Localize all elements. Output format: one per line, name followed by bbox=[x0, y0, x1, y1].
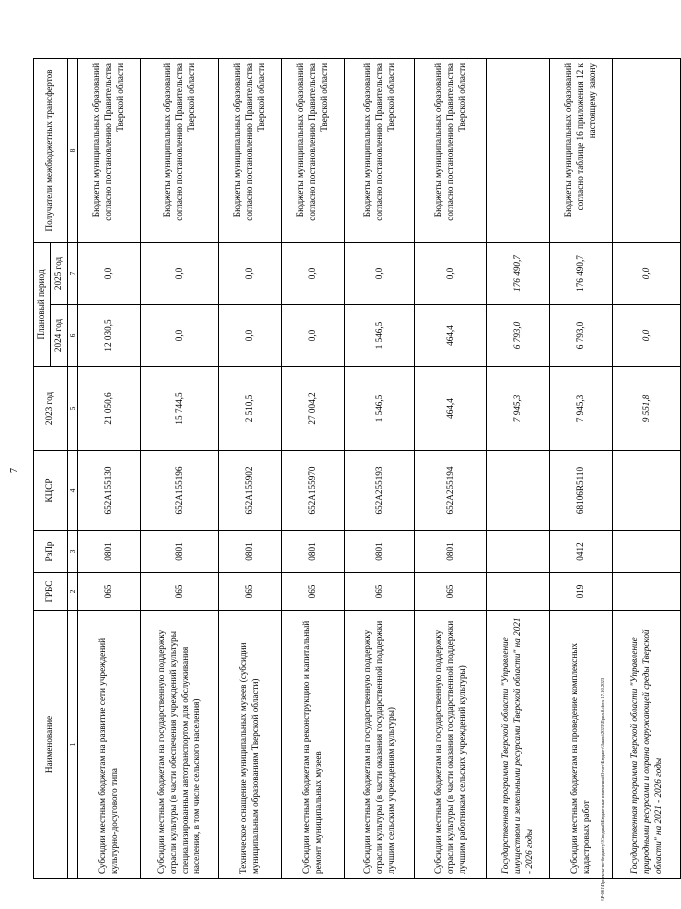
cell-kcsr: 652A155130 bbox=[78, 451, 141, 531]
cell-recipient: Бюджеты муниципальных образований согласно постановлению Правительства Тверской области bbox=[219, 58, 282, 242]
cell-2024: 1 546,5 bbox=[345, 305, 415, 367]
cell-rzpr bbox=[487, 531, 550, 573]
header-row bbox=[34, 58, 51, 878]
cell-name: Субсидии местным бюджетам на государственную поддержку отрасли культуры (в части оказания государственной поддержки лучшим сельским учреждениям культуры) bbox=[345, 611, 415, 879]
table-row bbox=[345, 58, 415, 878]
cell-2023: 9 551,8 bbox=[613, 367, 681, 451]
cell-2025: 0,0 bbox=[415, 242, 487, 304]
header-2024: 2024 год bbox=[50, 305, 67, 367]
header-2025: 2025 год bbox=[50, 242, 67, 304]
cell-kcsr: 652A255193 bbox=[345, 451, 415, 531]
cell-2025: 176 490,7 bbox=[487, 242, 550, 304]
cell-2023: 27 004,2 bbox=[282, 367, 345, 451]
cell-grbs bbox=[613, 573, 681, 611]
table-row bbox=[613, 58, 681, 878]
cell-kcsr bbox=[613, 451, 681, 531]
cell-grbs bbox=[487, 573, 550, 611]
cell-name: Субсидии местным бюджетам на развитие сети учреждений культурно-досугового типа bbox=[78, 611, 141, 879]
cell-name: Субсидии местным бюджетам на государственную поддержку отрасли культуры (в части оказания государственной поддержки лучшим работникам сельских учреждений культуры) bbox=[415, 611, 487, 879]
cell-kcsr: 652A155196 bbox=[141, 451, 219, 531]
cell-kcsr: 652A155902 bbox=[219, 451, 282, 531]
table-row bbox=[487, 58, 550, 878]
cell-rzpr: 0801 bbox=[345, 531, 415, 573]
header-kcsr: КЦСР bbox=[34, 451, 68, 531]
cell-2024: 0,0 bbox=[219, 305, 282, 367]
cell-name: Государственная программа Тверской области "Управление природными ресурсами и охрана окружающей среды Тверской области" на 2021 - 2026 годы bbox=[613, 611, 681, 879]
column-number: 8 bbox=[67, 58, 78, 242]
cell-2024: 464,4 bbox=[415, 305, 487, 367]
cell-2024: 6 793,0 bbox=[487, 305, 550, 367]
cell-grbs: 019 bbox=[550, 573, 613, 611]
cell-grbs: 065 bbox=[219, 573, 282, 611]
column-number-row bbox=[67, 58, 78, 878]
cell-recipient bbox=[487, 58, 550, 242]
column-number: 2 bbox=[67, 573, 78, 611]
header-grbs: ГРБС bbox=[34, 573, 68, 611]
cell-2023: 464,4 bbox=[415, 367, 487, 451]
cell-2025: 0,0 bbox=[78, 242, 141, 304]
cell-2023: 7 945,3 bbox=[487, 367, 550, 451]
table-row bbox=[415, 58, 487, 878]
table-row bbox=[78, 58, 141, 878]
column-number: 6 bbox=[67, 305, 78, 367]
table-row bbox=[219, 58, 282, 878]
cell-rzpr: 0801 bbox=[78, 531, 141, 573]
cell-rzpr: 0801 bbox=[219, 531, 282, 573]
table-row bbox=[282, 58, 345, 878]
cell-recipient: Бюджеты муниципальных образований согласно постановлению Правительства Тверской области bbox=[141, 58, 219, 242]
header-planned-period: Плановый период bbox=[34, 242, 51, 366]
cell-2024: 0,0 bbox=[141, 305, 219, 367]
cell-2025: 0,0 bbox=[613, 242, 681, 304]
cell-2025: 0,0 bbox=[282, 242, 345, 304]
cell-rzpr: 0412 bbox=[550, 531, 613, 573]
header-recipient: Получатели межбюджетных трансфертов bbox=[34, 58, 68, 242]
cell-recipient: Бюджеты муниципальных образований согласно постановлению Правительства Тверской области bbox=[78, 58, 141, 242]
column-number: 7 bbox=[67, 242, 78, 304]
cell-recipient bbox=[613, 58, 681, 242]
cell-2023: 21 050,6 bbox=[78, 367, 141, 451]
cell-recipient: Бюджеты муниципальных образований согласно постановлению Правительства Тверской области bbox=[282, 58, 345, 242]
cell-2023: 1 546,5 bbox=[345, 367, 415, 451]
cell-rzpr: 0801 bbox=[282, 531, 345, 573]
cell-2024: 0,0 bbox=[282, 305, 345, 367]
cell-2025: 0,0 bbox=[141, 242, 219, 304]
cell-recipient: Бюджеты муниципальных образований согласно постановлению Правительства Тверской области bbox=[415, 58, 487, 242]
cell-grbs: 065 bbox=[345, 573, 415, 611]
cell-grbs: 065 bbox=[415, 573, 487, 611]
header-rzpr: РзПр bbox=[34, 531, 68, 573]
transfers-table bbox=[33, 58, 681, 879]
cell-2025: 0,0 bbox=[345, 242, 415, 304]
footer-file-path: \\P-001\Проекты-по-бюджету\!Сводный\Бюджетные изменения\Отчет\Бюджет\Закон\2023\Прил.8.docx 17.10.2023 bbox=[600, 677, 605, 901]
cell-2023: 2 510,5 bbox=[219, 367, 282, 451]
cell-kcsr: 652A255194 bbox=[415, 451, 487, 531]
cell-name: Субсидии местным бюджетам на реконструкцию и капитальный ремонт муниципальных музеев bbox=[282, 611, 345, 879]
cell-name: Государственная программа Тверской области "Управление имуществом и земельными ресурсами Тверской области" на 2021 - 2026 годы bbox=[487, 611, 550, 879]
column-number: 3 bbox=[67, 531, 78, 573]
column-number: 1 bbox=[67, 611, 78, 879]
cell-rzpr bbox=[613, 531, 681, 573]
header-2023: 2023 год bbox=[34, 367, 68, 451]
cell-grbs: 065 bbox=[141, 573, 219, 611]
header-name: Наименование bbox=[34, 611, 68, 879]
table-row bbox=[141, 58, 219, 878]
cell-2023: 15 744,5 bbox=[141, 367, 219, 451]
cell-rzpr: 0801 bbox=[141, 531, 219, 573]
cell-2025: 176 490,7 bbox=[550, 242, 613, 304]
column-number: 4 bbox=[67, 451, 78, 531]
cell-name: Субсидии местным бюджетам на государственную поддержку отрасли культуры (в части обеспечения учреждений культуры специализированным автотранспортом для обслуживания населения, в том числе сельского населения) bbox=[141, 611, 219, 879]
cell-2023: 7 945,3 bbox=[550, 367, 613, 451]
cell-grbs: 065 bbox=[78, 573, 141, 611]
column-number: 5 bbox=[67, 367, 78, 451]
cell-2025: 0,0 bbox=[219, 242, 282, 304]
cell-kcsr bbox=[487, 451, 550, 531]
cell-name: Техническое оснащение муниципальных музеев (субсидии муниципальным образованиям Тверской области) bbox=[219, 611, 282, 879]
cell-name: Субсидии местным бюджетам на проведение комплексных кадастровых работ bbox=[550, 611, 613, 879]
cell-2024: 12 030,5 bbox=[78, 305, 141, 367]
cell-recipient: Бюджеты муниципальных образований согласно постановлению Правительства Тверской области bbox=[345, 58, 415, 242]
cell-2024: 0,0 bbox=[613, 305, 681, 367]
cell-rzpr: 0801 bbox=[415, 531, 487, 573]
cell-kcsr: 652A155970 bbox=[282, 451, 345, 531]
cell-grbs: 065 bbox=[282, 573, 345, 611]
cell-2024: 6 793,0 bbox=[550, 305, 613, 367]
page-number: 7 bbox=[9, 468, 20, 473]
cell-kcsr: 68106R5110 bbox=[550, 451, 613, 531]
cell-recipient: Бюджеты муниципальных образований согласно таблице 16 приложения 12 к настоящему закону bbox=[550, 58, 613, 242]
